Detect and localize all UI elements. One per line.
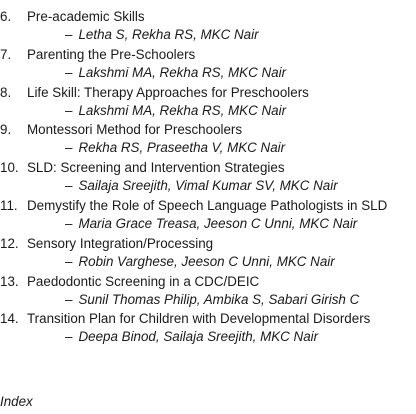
chapter-authors: Deepa Binod, Sailaja Sreejith, MKC Nair xyxy=(78,329,319,345)
chapter-authors-line xyxy=(0,177,416,196)
chapter-authors-line xyxy=(0,26,416,45)
chapter-number: 8. xyxy=(0,84,12,100)
chapter-title: Pre-academic Skills xyxy=(27,9,145,24)
toc-entry xyxy=(0,7,416,45)
toc-entry xyxy=(0,45,416,83)
chapter-number: 14. xyxy=(0,311,19,327)
chapter-authors: Sailaja Sreejith, Vimal Kumar SV, MKC Nair xyxy=(78,178,338,194)
chapter-title: SLD: Screening and Intervention Strategies xyxy=(27,160,285,176)
author-dash: – xyxy=(65,329,73,345)
author-dash: – xyxy=(65,253,73,269)
toc-title-line[interactable] xyxy=(0,83,416,102)
chapter-authors: Sunil Thomas Philip, Ambika S, Sabari Girish C xyxy=(78,291,360,307)
toc-entry xyxy=(0,83,416,121)
chapter-number: 6. xyxy=(0,9,12,24)
author-dash: – xyxy=(65,27,73,42)
chapter-authors: Robin Varghese, Jeeson C Unni, MKC Nair xyxy=(78,253,335,269)
chapter-authors: Lakshmi MA, Rekha RS, MKC Nair xyxy=(78,102,287,118)
toc-entry xyxy=(0,272,416,310)
author-dash: – xyxy=(65,178,73,194)
chapter-authors-line xyxy=(0,291,416,310)
chapter-authors: Lakshmi MA, Rekha RS, MKC Nair xyxy=(78,64,287,80)
toc-title-line[interactable] xyxy=(0,120,416,139)
author-dash: – xyxy=(65,102,73,118)
toc-entry xyxy=(0,120,416,158)
chapter-authors: Maria Grace Treasa, Jeeson C Unni, MKC Nair xyxy=(78,215,358,231)
toc-entry xyxy=(0,309,416,347)
chapter-title: Montessori Method for Preschoolers xyxy=(27,122,243,138)
chapter-title: Parenting the Pre-Schoolers xyxy=(27,46,196,62)
chapter-number: 10. xyxy=(0,160,19,176)
chapter-number: 12. xyxy=(0,235,19,251)
chapter-number: 11. xyxy=(0,197,18,213)
toc-title-line[interactable] xyxy=(0,196,416,215)
toc-title-line[interactable] xyxy=(0,272,416,291)
author-dash: – xyxy=(65,291,73,307)
toc-title-line[interactable] xyxy=(0,158,416,177)
author-dash: – xyxy=(65,64,73,80)
chapter-number: 7. xyxy=(0,46,12,62)
toc-entry xyxy=(0,196,416,234)
chapter-title: Sensory Integration/Processing xyxy=(27,235,214,251)
table-of-contents xyxy=(0,7,416,347)
chapter-authors-line xyxy=(0,102,416,121)
chapter-number: 13. xyxy=(0,273,19,289)
toc-title-line[interactable] xyxy=(0,7,416,26)
index-heading[interactable]: Index xyxy=(0,394,33,409)
chapter-authors-line xyxy=(0,139,416,158)
chapter-authors-line xyxy=(0,64,416,83)
chapter-title: Demystify the Role of Speech Language Pathologists in SLD xyxy=(27,197,388,213)
chapter-title: Life Skill: Therapy Approaches for Preschoolers xyxy=(27,84,309,100)
chapter-title: Paedodontic Screening in a CDC/DEIC xyxy=(27,273,260,289)
chapter-authors-line xyxy=(0,215,416,234)
chapter-authors-line xyxy=(0,253,416,272)
chapter-number: 9. xyxy=(0,122,12,138)
toc-title-line[interactable] xyxy=(0,45,416,64)
author-dash: – xyxy=(65,140,73,156)
toc-entry xyxy=(0,234,416,272)
toc-title-line[interactable] xyxy=(0,234,416,253)
author-dash: – xyxy=(65,215,73,231)
chapter-authors: Letha S, Rekha RS, MKC Nair xyxy=(78,27,259,42)
chapter-authors-line xyxy=(0,328,416,347)
chapter-title: Transition Plan for Children with Developmental Disorders xyxy=(27,311,371,327)
toc-title-line[interactable] xyxy=(0,309,416,328)
chapter-authors: Rekha RS, Praseetha V, MKC Nair xyxy=(78,140,286,156)
toc-entry xyxy=(0,158,416,196)
